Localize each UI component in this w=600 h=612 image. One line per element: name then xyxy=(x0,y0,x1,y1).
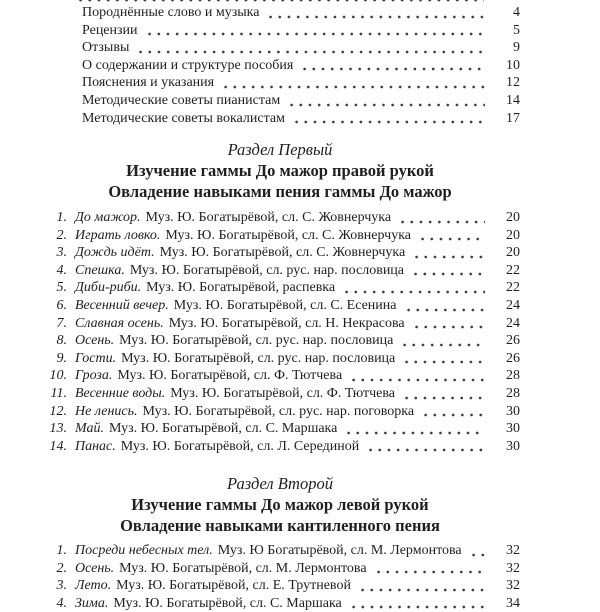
toc-item-row xyxy=(40,420,520,438)
item-title: Не ленись. xyxy=(75,403,138,419)
item-number: 10. xyxy=(49,368,67,384)
item-detail: Муз. Ю. Богатырёвой, сл. С. Маршака xyxy=(108,421,338,437)
dot-leader xyxy=(416,227,485,245)
section2-subtitle-1: Изучение гаммы До мажор левой рукой xyxy=(131,495,429,514)
toc-item-row xyxy=(40,385,520,403)
toc-item-row xyxy=(40,560,520,578)
item-number: 12. xyxy=(49,403,67,419)
toc-entry-label: Методические советы пианистам xyxy=(82,92,281,108)
toc-item-row xyxy=(40,438,520,456)
item-number: 6. xyxy=(56,297,67,313)
dot-leader xyxy=(347,595,485,612)
toc-page-number: 10 xyxy=(506,57,520,73)
item-detail: Муз. Ю. Богатырёвой, сл. рус. нар. пословица xyxy=(129,262,405,278)
toc-page-number: 28 xyxy=(506,385,520,401)
item-number: 3. xyxy=(56,245,67,261)
item-title: Весенние воды. xyxy=(75,385,166,401)
item-number: 2. xyxy=(56,227,67,243)
dot-leader xyxy=(134,39,485,57)
dot-leader xyxy=(398,332,485,350)
section1-subtitle-1: Изучение гаммы До мажор правой рукой xyxy=(126,161,434,180)
toc-page-number: 4 xyxy=(513,5,520,20)
toc-page-number: 22 xyxy=(506,262,520,278)
toc-item-row xyxy=(40,542,520,560)
dot-leader xyxy=(219,74,485,92)
item-title: Весенний вечер. xyxy=(75,297,169,313)
item-number: 1. xyxy=(56,543,67,558)
item-detail: Муз. Ю. Богатырёвой, сл. С. Жовнерчука xyxy=(145,210,392,225)
toc-entry xyxy=(40,4,520,22)
toc-page-number: 17 xyxy=(506,110,520,126)
dot-leader xyxy=(400,385,485,403)
item-number: 4. xyxy=(56,595,67,611)
toc-entry xyxy=(40,22,520,40)
item-title: Лето. xyxy=(75,578,112,594)
item-detail: Муз. Ю. Богатырёвой, сл. рус. нар. пословица xyxy=(121,350,396,366)
dot-leader xyxy=(372,560,485,578)
dot-leader xyxy=(400,350,485,368)
toc-entry-label: Отзывы xyxy=(82,40,130,56)
item-number: 5. xyxy=(56,280,67,296)
item-title: Май. xyxy=(75,421,104,437)
item-detail: Муз. Ю. Богатырёвой, сл. рус. нар. поговорка xyxy=(142,403,415,419)
item-title: Осень. xyxy=(75,333,115,349)
dot-leader xyxy=(409,262,485,280)
item-detail: Муз. Ю. Богатырёвой, сл. С. Жовнерчука xyxy=(165,227,412,243)
toc-entry xyxy=(40,39,520,57)
dot-leader xyxy=(264,4,485,22)
item-number: 1. xyxy=(56,210,67,225)
item-title: Гроза. xyxy=(75,368,113,384)
section2-subtitle-2: Овладение навыками кантиленного пения xyxy=(120,516,440,535)
toc-page-number: 28 xyxy=(506,368,520,384)
section2-title: Раздел Второй xyxy=(227,474,333,493)
item-detail: Муз. Ю. Богатырёвой, сл. М. Лермонтова xyxy=(119,560,367,576)
dot-leader xyxy=(342,420,485,438)
item-detail: Муз. Ю. Богатырёвой, сл. Ф. Тютчева xyxy=(170,385,396,401)
dot-leader xyxy=(364,438,485,456)
section1-title: Раздел Первый xyxy=(227,140,333,159)
item-title: Играть ловко. xyxy=(75,227,161,243)
item-detail: Муз. Ю. Богатырёвой, сл. Ф. Тютчева xyxy=(117,368,343,384)
toc-page-number: 20 xyxy=(506,227,520,243)
toc-entry-label: Породнённые слово и музыка xyxy=(82,5,260,20)
dot-leader xyxy=(285,92,485,110)
item-detail: Муз. Ю. Богатырёвой, сл. рус. нар. пословица xyxy=(119,333,394,349)
toc-entry-label: Рецензии xyxy=(82,22,138,38)
item-number: 11. xyxy=(50,385,67,401)
toc-page-number: 32 xyxy=(506,560,520,576)
dot-leader xyxy=(419,403,485,421)
dot-leader xyxy=(290,110,485,128)
item-number: 3. xyxy=(56,578,67,594)
dot-leader xyxy=(298,57,485,75)
toc-item-row xyxy=(40,315,520,333)
dot-leader xyxy=(340,279,485,297)
item-title: Славная осень. xyxy=(75,315,164,331)
item-detail: Муз. Ю. Богатырёвой, распевка xyxy=(146,280,336,296)
toc-page-number: 24 xyxy=(506,315,520,331)
toc-item-row xyxy=(40,227,520,245)
toc-page-number: 30 xyxy=(506,403,520,419)
toc-item-row xyxy=(40,403,520,421)
toc-entry-label: О содержании и структуре пособия xyxy=(82,57,294,73)
toc-entry xyxy=(40,74,520,92)
item-title: Осень. xyxy=(75,560,115,576)
item-title: До мажор. xyxy=(75,210,141,225)
toc-entry-label: Методические советы вокалистам xyxy=(82,110,285,126)
dot-leader xyxy=(410,244,485,262)
dot-leader xyxy=(356,577,485,595)
item-detail: Муз. Ю Богатырёвой, сл. М. Лермонтова xyxy=(217,543,462,558)
item-detail: Муз. Ю. Богатырёвой, сл. Е. Трутневой xyxy=(116,578,351,594)
item-number: 8. xyxy=(56,333,67,349)
toc-page-number: 24 xyxy=(506,297,520,313)
item-detail: Муз. Ю. Богатырёвой, сл. Л. Серединой xyxy=(120,438,360,454)
item-title: Диби-риби. xyxy=(75,280,142,296)
toc-entry-label: Пояснения и указания xyxy=(82,75,215,91)
item-title: Посреди небесных тел. xyxy=(75,543,213,558)
front-matter-list xyxy=(40,4,520,127)
section1-subtitle-2: Овладение навыками пения гаммы До мажор xyxy=(108,182,452,201)
item-detail: Муз. Ю. Богатырёвой, сл. Н. Некрасова xyxy=(168,315,405,331)
item-title: Дождь идёт. xyxy=(75,245,155,261)
toc-page-number: 30 xyxy=(506,421,520,437)
section2-heading xyxy=(40,473,520,536)
toc-item-row xyxy=(40,367,520,385)
item-number: 14. xyxy=(49,438,67,454)
toc-page-number: 5 xyxy=(513,22,520,38)
item-number: 7. xyxy=(56,315,67,331)
toc-page-number: 12 xyxy=(506,75,520,91)
toc-page-number: 9 xyxy=(513,40,520,56)
toc-page-number: 32 xyxy=(506,578,520,594)
item-detail: Муз. Ю. Богатырёвой, сл. С. Есенина xyxy=(173,297,397,313)
section2-item-list xyxy=(40,542,520,612)
toc-page-number: 20 xyxy=(506,245,520,261)
toc-page-number: 14 xyxy=(506,92,520,108)
item-title: Зима. xyxy=(75,595,109,611)
toc-item-row xyxy=(40,279,520,297)
dot-leader xyxy=(347,367,485,385)
toc-item-row xyxy=(40,577,520,595)
toc-item-row xyxy=(40,244,520,262)
toc-entry xyxy=(40,92,520,110)
toc-entry xyxy=(40,57,520,75)
dot-leader xyxy=(402,297,486,315)
toc-entry xyxy=(40,110,520,128)
toc-page-number: 20 xyxy=(506,210,520,225)
toc-item-row xyxy=(40,350,520,368)
dot-leader xyxy=(396,209,485,227)
item-detail: Муз. Ю. Богатырёвой, сл. С. Жовнерчука xyxy=(159,245,406,261)
toc-page-number: 22 xyxy=(506,280,520,296)
dot-leader xyxy=(143,22,485,40)
dot-leader xyxy=(467,542,485,560)
toc-item-row xyxy=(40,297,520,315)
section1-item-list xyxy=(40,209,520,455)
toc-page-number: 34 xyxy=(506,595,520,611)
dot-leader xyxy=(410,315,485,333)
toc-page-number: 32 xyxy=(506,543,520,558)
toc-item-row xyxy=(40,262,520,280)
item-title: Панас. xyxy=(75,438,116,454)
item-number: 9. xyxy=(56,350,67,366)
section1-heading xyxy=(40,139,520,202)
item-number: 4. xyxy=(56,262,67,278)
item-number: 13. xyxy=(49,421,67,437)
toc-item-row xyxy=(40,332,520,350)
item-title: Спешка. xyxy=(75,262,125,278)
item-title: Гости. xyxy=(75,350,117,366)
item-number: 2. xyxy=(56,560,67,576)
toc-item-row xyxy=(40,209,520,227)
toc-page-number: 26 xyxy=(506,333,520,349)
toc-page-number: 30 xyxy=(506,438,520,454)
clipped-dot-leader-top xyxy=(76,0,484,3)
item-detail: Муз. Ю. Богатырёвой, сл. С. Маршака xyxy=(113,595,342,611)
toc-page-number: 26 xyxy=(506,350,520,366)
toc-item-row xyxy=(40,595,520,612)
